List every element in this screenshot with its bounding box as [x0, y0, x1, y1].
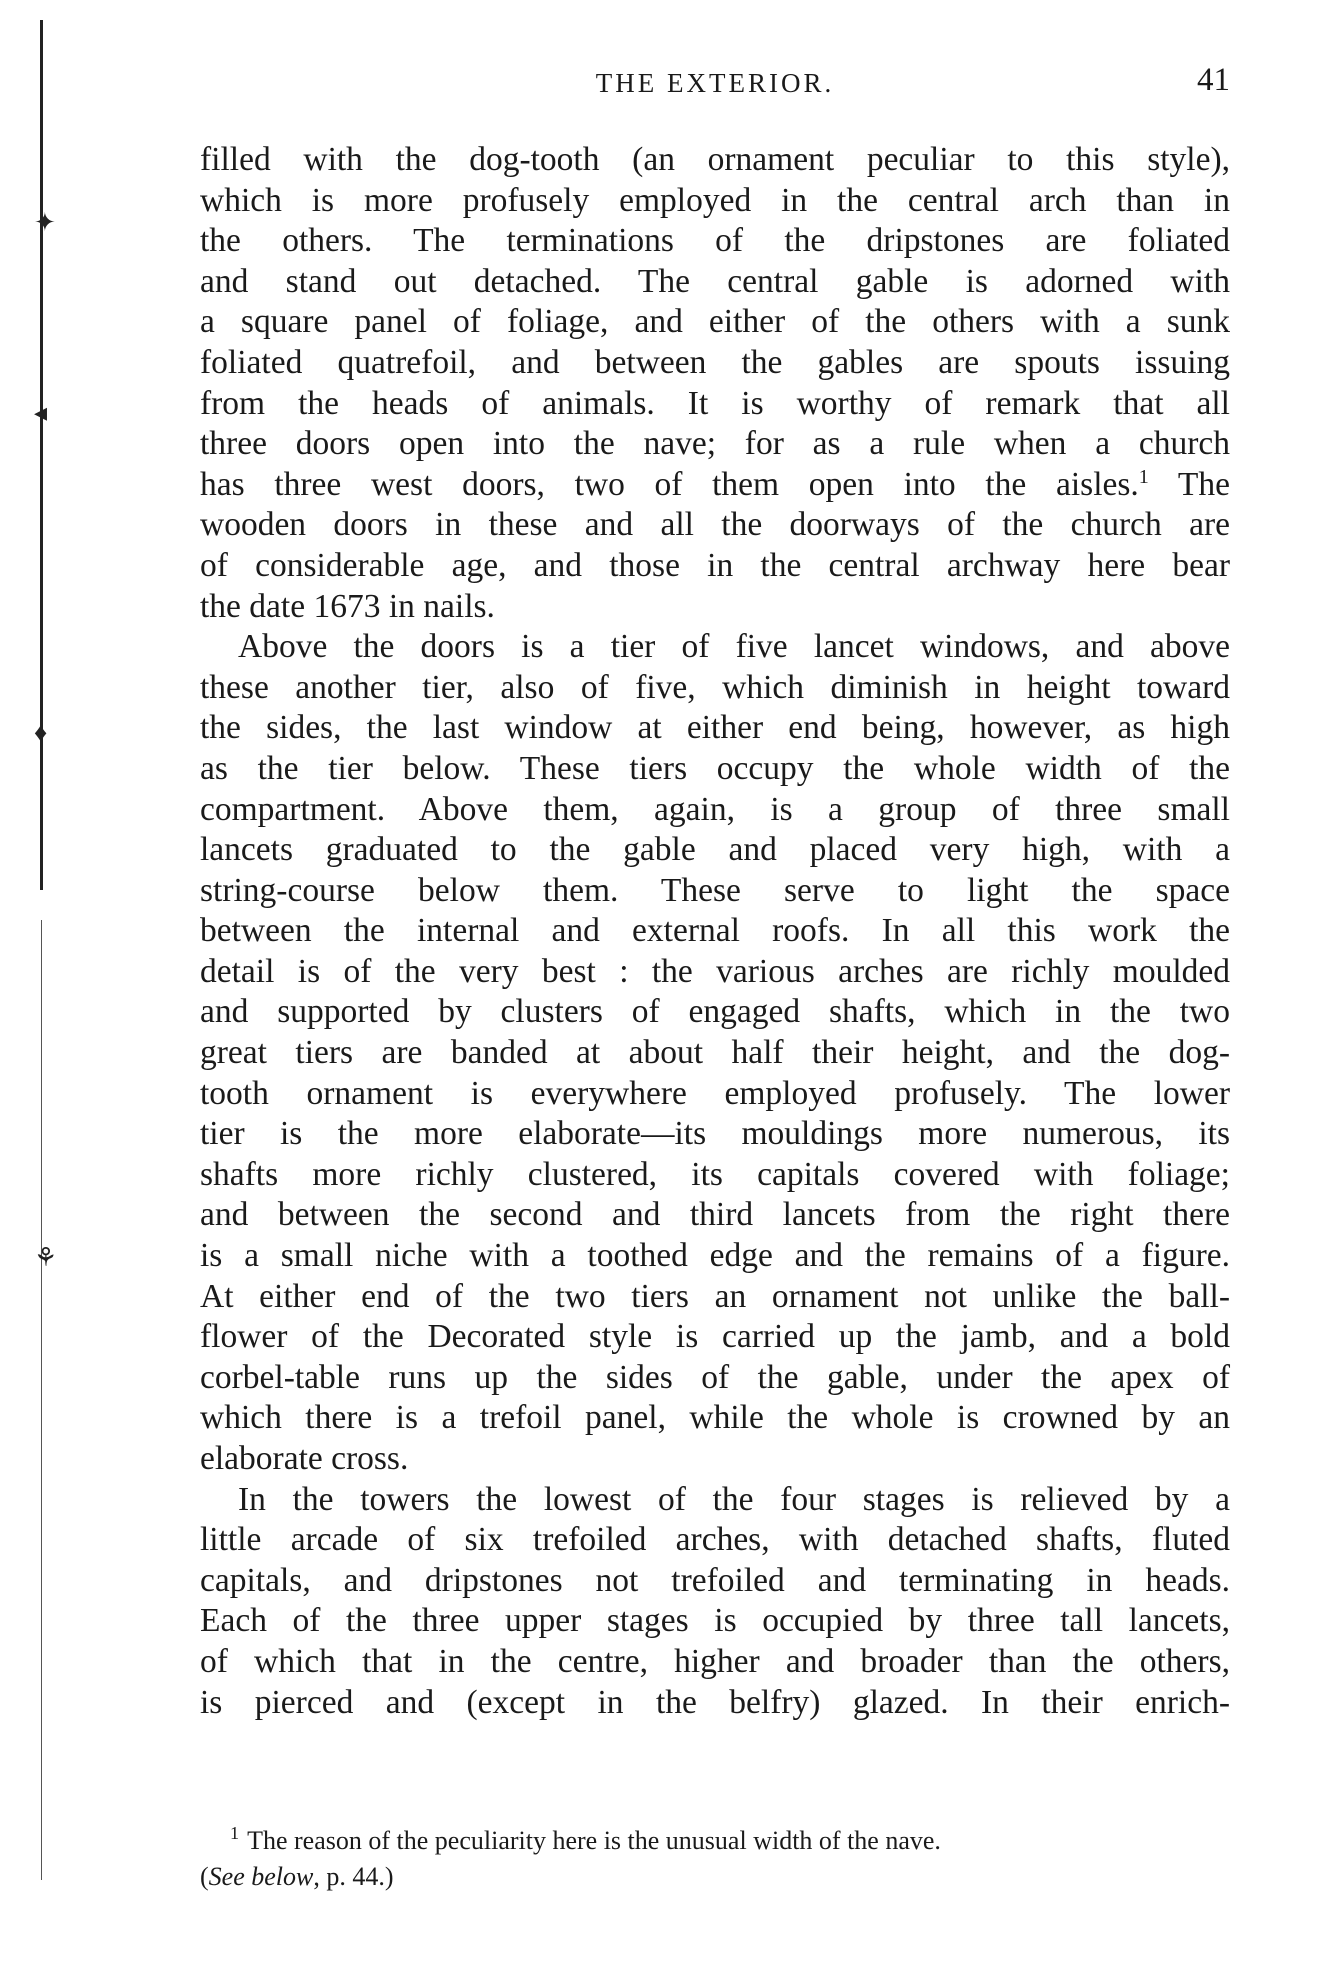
text-line: between the internal and external roofs. In all this work the: [200, 912, 1230, 950]
footnote-text: The reason of the peculiarity here is the unusual width of the nave.: [247, 1826, 941, 1855]
text-line: great tiers are banded at about half their height, and the dog-: [200, 1034, 1230, 1072]
text-line: lancets graduated to the gable and placed very high, with a: [200, 831, 1230, 869]
binding-edge-thin-line: [41, 920, 42, 1880]
text-line: wooden doors in these and all the doorways of the church are: [200, 506, 1230, 544]
text-line-with-footnote-ref: [200, 465, 1230, 506]
text-line: shafts more richly clustered, its capitals covered with foliage;: [200, 1155, 1230, 1193]
text-line: from the heads of animals. It is worthy of remark that all: [200, 384, 1230, 422]
text-line: At either end of the two tiers an ornament not unlike the ball-: [200, 1277, 1230, 1315]
text-line: these another tier, also of five, which diminish in height toward: [200, 668, 1230, 706]
text-line: of which that in the centre, higher and broader than the others,: [200, 1642, 1230, 1680]
footnote-text: (: [200, 1862, 209, 1891]
text-line: little arcade of six trefoiled arches, with detached shafts, fluted: [200, 1521, 1230, 1559]
footnote-line: [200, 1823, 1230, 1859]
text-segment: has three west doors, two of them open into the aisles.: [200, 465, 1139, 503]
text-line: is pierced and (except in the belfry) glazed. In their enrich-: [200, 1683, 1230, 1721]
body-text: [200, 140, 1230, 1723]
text-line: Above the doors is a tier of five lancet windows, and above: [238, 628, 1230, 666]
text-line: and supported by clusters of engaged shafts, which in the two: [200, 993, 1230, 1031]
text-line: string-course below them. These serve to light the space: [200, 871, 1230, 909]
text-line: which is more profusely employed in the central arch than in: [200, 181, 1230, 219]
binding-edge-line: [40, 20, 43, 890]
text-line: a square panel of foliage, and either of the others with a sunk: [200, 303, 1230, 341]
footnote: [200, 1823, 1230, 1895]
text-line: is a small niche with a toothed edge and the remains of a figure.: [200, 1237, 1230, 1275]
binding-arrow-icon: ◂: [34, 398, 48, 427]
text-line: which there is a trefoil panel, while the whole is crowned by an: [200, 1399, 1230, 1437]
text-line: tier is the more elaborate—its mouldings more numerous, its: [200, 1115, 1230, 1153]
page-number: 41: [1197, 62, 1230, 98]
text-line: elaborate cross.: [200, 1440, 409, 1477]
paragraph-3: [200, 1480, 1230, 1724]
paragraph-2: [200, 627, 1230, 1479]
text-line: flower of the Decorated style is carried up the jamb, and a bold: [200, 1318, 1230, 1356]
binding-ornament-icon: ⚘: [34, 1243, 58, 1272]
running-title: THE EXTERIOR.: [595, 68, 835, 98]
text-line: compartment. Above them, again, is a group of three small: [200, 790, 1230, 828]
footnote-reference[interactable]: 1: [1138, 465, 1149, 488]
footnote-text: , p. 44.): [313, 1862, 394, 1891]
text-segment: The: [1148, 465, 1230, 503]
text-line: three doors open into the nave; for as a rule when a church: [200, 425, 1230, 463]
binding-ornament-icon: ✦: [34, 208, 56, 237]
text-line: and stand out detached. The central gable is adorned with: [200, 262, 1230, 300]
text-line: foliated quatrefoil, and between the gables are spouts issuing: [200, 343, 1230, 381]
text-line: and between the second and third lancets from the right there: [200, 1196, 1230, 1234]
footnote-marker: 1: [230, 1823, 240, 1844]
text-line: of considerable age, and those in the central archway here bear: [200, 546, 1230, 584]
text-line: the date 1673 in nails.: [200, 587, 495, 625]
text-line: the sides, the last window at either end being, however, as high: [200, 709, 1230, 747]
footnote-cross-reference[interactable]: See below: [208, 1862, 314, 1891]
text-line: Each of the three upper stages is occupied by three tall lancets,: [200, 1602, 1230, 1640]
binding-gutter: [34, 20, 58, 1920]
running-head: [200, 62, 1230, 112]
text-line: tooth ornament is everywhere employed profusely. The lower: [200, 1074, 1230, 1112]
binding-ornament-icon: ♦: [34, 718, 48, 747]
text-line: In the towers the lowest of the four stages is relieved by a: [238, 1480, 1230, 1518]
footnote-line: [200, 1859, 1230, 1895]
paragraph-1: [200, 140, 1230, 627]
text-line: filled with the dog-tooth (an ornament peculiar to this style),: [200, 141, 1230, 178]
text-line: detail is of the very best : the various arches are richly moulded: [200, 952, 1230, 990]
text-line: the others. The terminations of the dripstones are foliated: [200, 222, 1230, 260]
text-line: corbel-table runs up the sides of the gable, under the apex of: [200, 1358, 1230, 1396]
text-line: as the tier below. These tiers occupy the whole width of the: [200, 749, 1230, 787]
text-line: capitals, and dripstones not trefoiled and terminating in heads.: [200, 1561, 1230, 1599]
